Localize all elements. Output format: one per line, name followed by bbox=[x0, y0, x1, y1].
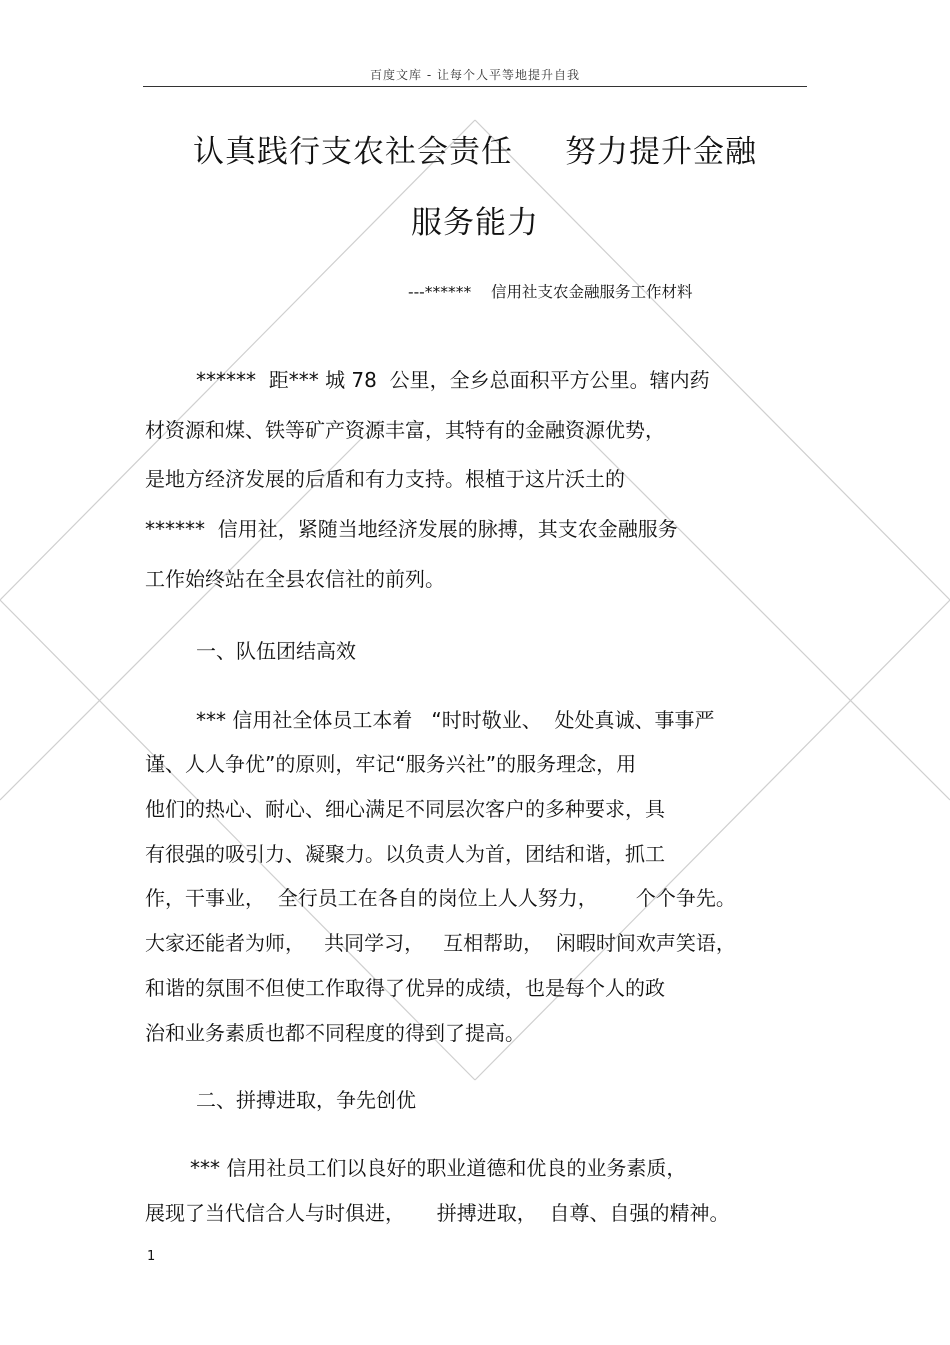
paragraph2-line2: 谨、人人争优”的原则，牢记“服务兴社”的服务理念，用 bbox=[145, 752, 637, 776]
paragraph1-line1: ****** 距*** 城 78 公里，全乡总面积平方公里。辖内药 bbox=[196, 368, 710, 392]
paragraph1-line5: 工作始终站在全县农信社的前列。 bbox=[145, 567, 445, 591]
document-title-line1 bbox=[0, 126, 950, 171]
page-number: 1 bbox=[147, 1249, 156, 1264]
paragraph2-line8: 治和业务素质也都不同程度的得到了提高。 bbox=[145, 1021, 525, 1045]
section-heading-1: 一、队伍团结高效 bbox=[196, 639, 356, 663]
paragraph1-line3: 是地方经济发展的后盾和有力支持。根植于这片沃土的 bbox=[145, 467, 625, 491]
page-header: 百度文库 - 让每个人平等地提升自我 bbox=[370, 68, 580, 82]
document-subtitle: ---****** 信用社支农金融服务工作材料 bbox=[408, 283, 693, 301]
paragraph1-line4: ****** 信用社，紧随当地经济发展的脉搏，其支农金融服务 bbox=[145, 517, 678, 541]
paragraph3-line1: *** 信用社员工们以良好的职业道德和优良的业务素质， bbox=[190, 1156, 687, 1180]
paragraph2-line3: 他们的热心、耐心、细心满足不同层次客户的多种要求，具 bbox=[145, 797, 665, 821]
document-title-line2: 服务能力 bbox=[411, 205, 539, 241]
header-rule bbox=[143, 86, 807, 87]
section-heading-2: 二、拼搏进取，争先创优 bbox=[196, 1088, 416, 1112]
paragraph2-line5: 作，干事业， 全行员工在各自的岗位上人人努力， 个个争先。 bbox=[145, 886, 736, 910]
paragraph2-line7: 和谐的氛围不但使工作取得了优异的成绩，也是每个人的政 bbox=[145, 976, 665, 1000]
title-part-1: 认真践行支农社会责任 bbox=[193, 134, 513, 170]
paragraph2-line6: 大家还能者为师， 共同学习， 互相帮助， 闲暇时间欢声笑语， bbox=[145, 931, 736, 955]
paragraph3-line2: 展现了当代信合人与时俱进， 拼搏进取， 自尊、自强的精神。 bbox=[145, 1201, 730, 1225]
paragraph2-line4: 有很强的吸引力、凝聚力。以负责人为首，团结和谐，抓工 bbox=[145, 842, 665, 866]
paragraph2-line1: *** 信用社全体员工本着 “时时敬业、 处处真诚、事事严 bbox=[196, 708, 715, 732]
paragraph1-line2: 材资源和煤、铁等矿产资源丰富，其特有的金融资源优势， bbox=[145, 418, 665, 442]
title-part-2: 努力提升金融 bbox=[565, 134, 757, 170]
